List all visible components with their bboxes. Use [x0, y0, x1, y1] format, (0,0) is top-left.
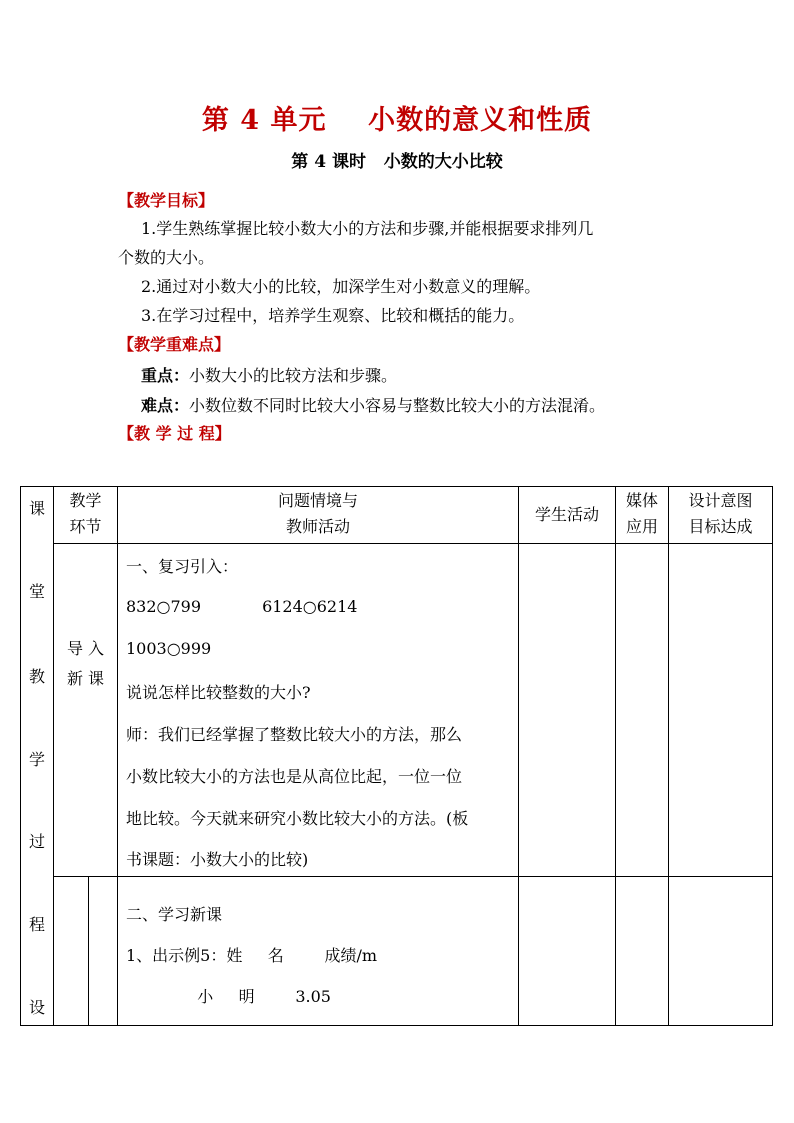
header-media [615, 488, 669, 540]
s1-line-3: 1003○999 [126, 639, 212, 658]
key-point [141, 363, 397, 386]
objective-1-line-2: 个数的大小。 [118, 248, 215, 267]
lesson-process-table [20, 486, 773, 1026]
objective-2: 2.通过对小数大小的比较，加深学生对小数意义的理解。 [141, 277, 541, 296]
objective-3: 3.在学习过程中，培养学生观察、比较和概括的能力。 [141, 306, 525, 325]
header-design-intent-line2: 目标达成 [688, 517, 753, 536]
stage-intro-line1: 导 入 [66, 639, 105, 658]
header-stage-line2: 环节 [69, 517, 102, 536]
difficult-point [141, 393, 605, 416]
s1-line-7: 地比较。今天就来研究小数比较大小的方法。(板 [126, 809, 469, 828]
stage-intro-line2: 新 课 [66, 669, 105, 688]
header-teacher-activity-line1: 问题情境与 [277, 491, 358, 510]
s1-line-5: 师：我们已经掌握了整数比较大小的方法，那么 [126, 725, 463, 744]
side-char-1: 堂 [28, 582, 45, 601]
side-char-6: 设 [28, 998, 45, 1017]
objective-1-line-1: 1.学生熟练掌握比较小数大小的方法和步骤,并能根据要求排列几 [141, 219, 594, 238]
header-design-intent [668, 488, 773, 540]
s1-line-6: 小数比较大小的方法也是从高位比起，一位一位 [126, 767, 463, 786]
key-point-label: 重点： [141, 366, 190, 385]
s2-line-3: 小 明 3.05 [126, 987, 331, 1006]
section-row-divider [53, 876, 773, 877]
table-border-bottom [20, 1025, 773, 1026]
s1-line-2: 832○799 6124○6214 [126, 597, 358, 616]
header-stage-line1: 教学 [69, 491, 102, 510]
header-media-line2: 应用 [625, 517, 658, 536]
col-divider-3 [518, 486, 519, 1026]
col-divider-2 [117, 486, 118, 1026]
page-title: 第 4 单元 小数的意义和性质 [201, 105, 593, 136]
header-teacher-activity-line2: 教师活动 [285, 517, 350, 536]
header-design-intent-line1: 设计意图 [688, 491, 753, 510]
table-border-right [772, 486, 773, 1026]
side-char-2: 教 [28, 667, 45, 686]
objectives-heading: 【教学目标】 [118, 191, 215, 210]
header-teacher-activity [117, 488, 519, 540]
side-char-5: 程 [28, 915, 45, 934]
header-media-line1: 媒体 [625, 491, 658, 510]
col-divider-5 [668, 486, 669, 1026]
s1-line-1: 一、复习引入： [126, 557, 239, 576]
lesson-subtitle: 第 4 课时 小数的大小比较 [291, 152, 503, 172]
table-border-top [20, 486, 773, 487]
difficult-point-text: 小数位数不同时比较大小容易与整数比较大小的方法混淆。 [189, 396, 606, 415]
side-char-4: 过 [28, 832, 45, 851]
stage-intro [53, 634, 118, 694]
difficult-point-label: 难点： [141, 396, 190, 415]
s2-line-1: 二、学习新课 [126, 905, 223, 924]
s2-line-2: 1、出示例5：姓 名 成绩/m [126, 946, 378, 965]
key-point-text: 小数大小的比较方法和步骤。 [189, 366, 398, 385]
header-student-activity: 学生活动 [534, 505, 599, 524]
header-row-divider [53, 543, 773, 544]
header-stage [53, 488, 118, 540]
side-char-3: 学 [28, 750, 45, 769]
difficulties-heading: 【教学重难点】 [118, 335, 231, 354]
s1-line-4: 说说怎样比较整数的大小? [126, 683, 311, 702]
s1-line-8: 书课题：小数大小的比较) [126, 850, 309, 869]
header-course: 课 [28, 499, 45, 518]
process-heading: 【教 学 过 程】 [118, 424, 231, 443]
col-divider-4 [615, 486, 616, 1026]
col-divider-inner [88, 876, 89, 1026]
